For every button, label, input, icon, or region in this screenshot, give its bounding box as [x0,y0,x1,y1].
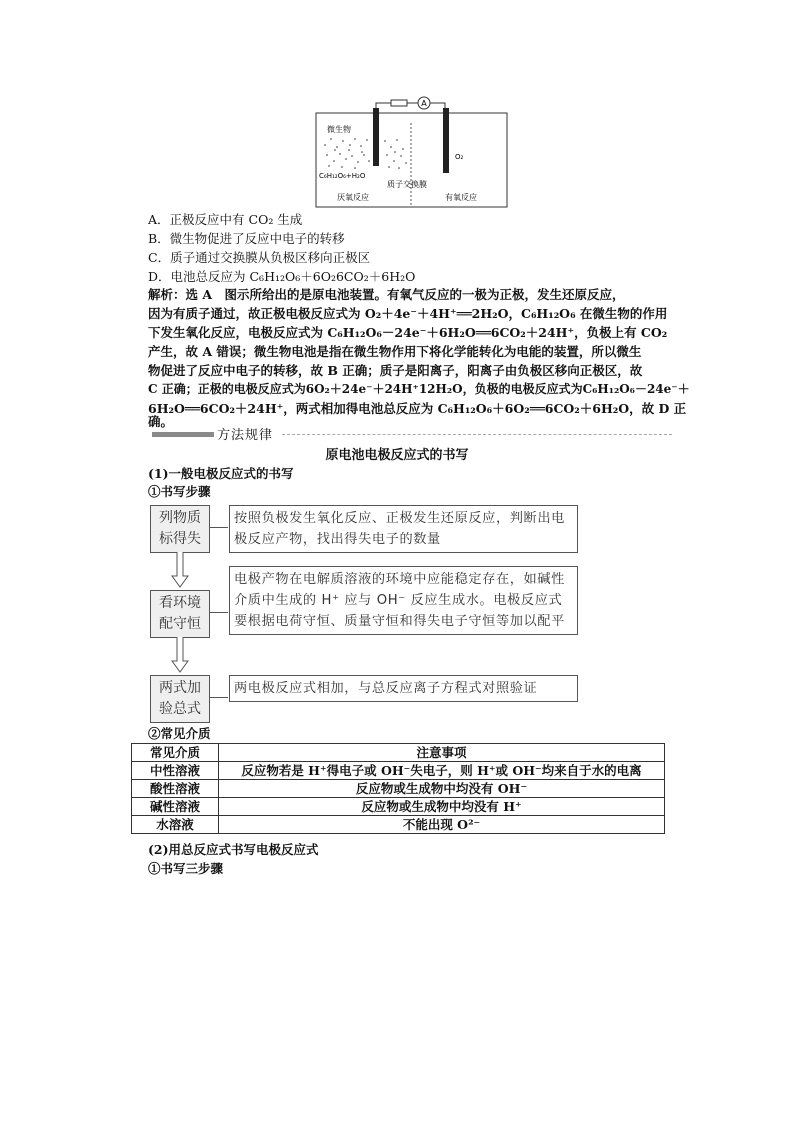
table-row [132,816,665,834]
table-row [132,780,665,798]
subsection-1-heading: ①书写步骤 [148,484,211,499]
table-cell: 酸性溶液 [132,780,219,798]
option-b: B．微生物促进了反应中电子的转移 [148,231,345,246]
analysis-line-6: C 正确；正极的电极反应式为6O₂＋24e⁻＋24H⁺12H₂O，负极的电极反应式为C₆H₁₂O₆－24e⁻＋ [148,382,690,396]
table-cell: 反应物或生成物中均没有 OH⁻ [219,780,665,798]
step-1-desc: 按照负极发生氧化反应、正极发生还原反应，判断出电极反应产物，找出得失电子的数量 [229,505,578,553]
ammeter-label: A [421,99,427,108]
analysis-line-7: 6H₂O══6CO₂＋24H⁺，两式相加得电池总反应为 C₆H₁₂O₆＋6O₂══6CO₂＋6H₂O，故 D 正 [148,401,687,416]
down-arrow-1 [170,552,190,588]
media-table [131,743,665,834]
microbial-cell-diagram [315,95,508,208]
table-cell: 反应物或生成物中均没有 H⁺ [219,798,665,816]
table-cell: 碱性溶液 [132,798,219,816]
analysis-line-2: 因为有质子通过，故正极电极反应式为 O₂＋4e⁻＋4H⁺══2H₂O，C₆H₁₂O₆ 在微生物的作用 [148,306,668,321]
glucose-label: C₆H₁₂O₆+H₂O [319,172,366,180]
subsection-3-heading: ①书写三步骤 [148,861,224,876]
subsection-2-heading: ②常见介质 [148,726,211,741]
method-label: 方法规律 [217,428,274,443]
method-divider [282,434,672,435]
section-1-heading: (1)一般电极反应式的书写 [148,466,294,481]
option-c: C．质子通过交换膜从负极区移向正极区 [148,250,371,265]
table-header-row [132,744,665,762]
analysis-line-4: 产生，故 A 错误；微生物电池是指在微生物作用下将化学能转化为电能的装置，所以微生 [148,344,642,359]
membrane-label: 质子交换膜 [387,180,427,189]
microbe-label: 微生物 [327,125,351,134]
step-1-connector [209,527,228,528]
step-3-title: 两式加 验总式 [150,675,210,723]
table-row [132,798,665,816]
negative-electrode [373,108,379,166]
step-2-desc: 电极产物在电解质溶液的环境中应能稳定存在，如碱性介质中生成的 H⁺ 应与 OH⁻ 反应生成水。电极反应式要根据电荷守恒、质量守恒和得失电子守恒等加以配平 [229,566,578,635]
aerobic-label: 有氧反应 [445,193,477,202]
option-a: A．正极反应中有 CO₂ 生成 [148,212,303,227]
anaerobic-label: 厌氧反应 [337,193,369,202]
analysis-line-3: 下发生氧化反应，电极反应式为 C₆H₁₂O₆－24e⁻＋6H₂O══6CO₂＋24H⁺，负极上有 CO₂ [148,325,668,340]
resistor [391,100,407,106]
method-title: 原电池电极反应式的书写 [325,448,469,463]
table-cell: 中性溶液 [132,762,219,780]
table-cell: 不能出现 O²⁻ [219,816,665,834]
table-cell: 反应物若是 H⁺得电子或 OH⁻失电子，则 H⁺或 OH⁻均来自于水的电离 [219,762,665,780]
step-1-title: 列物质 标得失 [150,505,210,553]
table-header-medium: 常见介质 [132,744,219,762]
table-cell: 水溶液 [132,816,219,834]
step-3-desc: 两电极反应式相加，与总反应离子方程式对照验证 [229,675,578,702]
table-row [132,762,665,780]
analysis-line-8: 确。 [148,414,174,429]
down-arrow-2 [170,637,190,673]
option-d: D．电池总反应为 C₆H₁₂O₆＋6O₂6CO₂＋6H₂O [148,269,416,284]
step-3-connector [209,697,228,698]
analysis-line-1: 解析：选 A 图示所给出的是原电池装置。有氧气反应的一极为正极，发生还原反应， [148,287,625,302]
analysis-line-5: 物促进了反应中电子的转移，故 B 正确；质子是阳离子，阳离子由负极区移向正极区，故 [148,363,643,378]
method-bar [152,432,214,437]
o2-label: O₂ [455,153,464,161]
cell-diagram-svg [315,95,508,208]
step-2-title: 看环境 配守恒 [150,590,210,638]
section-2-heading: (2)用总反应式书写电极反应式 [148,842,319,857]
positive-electrode [443,108,449,173]
step-2-connector [209,612,228,613]
table-header-notes: 注意事项 [219,744,665,762]
